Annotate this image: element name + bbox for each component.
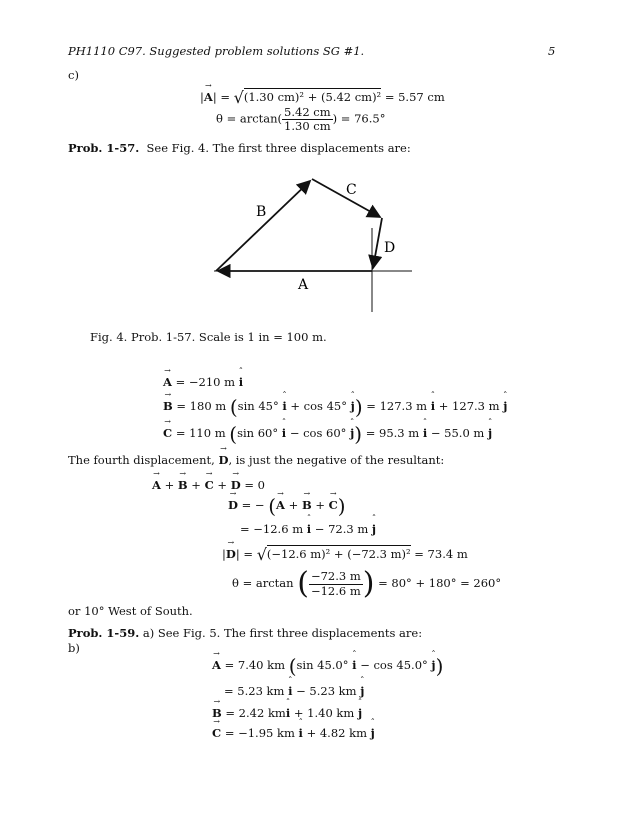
page-header-title: PH1110 C97. Suggested problem solutions SG #1. [68,44,365,58]
eq-159-vector-b: → B = 2.42 kmˆ i + 1.40 km ˆ j [212,706,362,720]
figure-4-caption: Fig. 4. Prob. 1-57. Scale is 1 in = 100 m. [90,330,327,344]
vector-d-arrow [373,218,382,268]
part-c-angle: θ = arctan( $\frac{5.42 cm}{1.30 cm}$ ) = 76.5° [216,105,386,134]
eq-vector-b: → B = 180 m (sin 45° ˆ i + cos 45° ˆ j) = 127.3 m ˆ i + 127.3 m ˆ j [163,397,507,417]
eq-d-angle: θ = arctan ( $\frac{-72.3 m}{-12.6 m}$ ) = 80° + 180° = 260° [232,566,502,601]
eq-159-vector-c: → C = −1.95 km ˆ i + 4.82 km ˆ j [212,726,375,740]
page-number: 5 [548,44,556,58]
prob-159-part-b-label: b) [68,641,80,655]
eq-159-vector-a: → A = 7.40 km (sin 45.0° ˆ i − cos 45.0° ˆ j) [212,656,443,676]
vector-b-arrow [216,181,310,271]
vector-c-label: C [346,182,357,198]
prob-157-heading-line: Prob. 1-57. See Fig. 4. The first three displacements are: [68,141,411,155]
vector-b-label: B [256,204,267,220]
eq-vector-c: → C = 110 m (sin 60° ˆ i − cos 60° ˆ j) = 95.3 m ˆ i − 55.0 m ˆ j [163,424,492,444]
eq-159-vector-a-components: = 5.23 km ˆ i − 5.23 km ˆ j [224,684,364,698]
eq-sum-zero: → A + → B + → C + → D = 0 [152,478,265,492]
eq-vector-a: → A = −210 m ˆ i [163,375,243,389]
figure-4-vector-diagram [190,168,420,316]
eq-d-components: = −12.6 m ˆ i − 72.3 m ˆ j [240,522,376,536]
fourth-displacement-text: The fourth displacement, → D, is just the negative of the resultant: [68,453,444,467]
prob-159-heading-line: Prob. 1-59. a) See Fig. 5. The first three displacements are: [68,626,423,640]
vector-d-label: D [384,240,396,256]
part-c-label: c) [68,68,79,82]
eq-d-magnitude: |→ D| = √(−12.6 m)² + (−72.3 m)² = 73.4 m [222,545,468,564]
part-c-magnitude: |→ A| = √(1.30 cm)² + (5.42 cm)² = 5.57 cm [200,88,445,107]
direction-note: or 10° West of South. [68,604,193,618]
eq-d-negative-sum: → D = − (→ A + → B + → C) [228,496,346,516]
vector-a-label: A [298,277,309,293]
